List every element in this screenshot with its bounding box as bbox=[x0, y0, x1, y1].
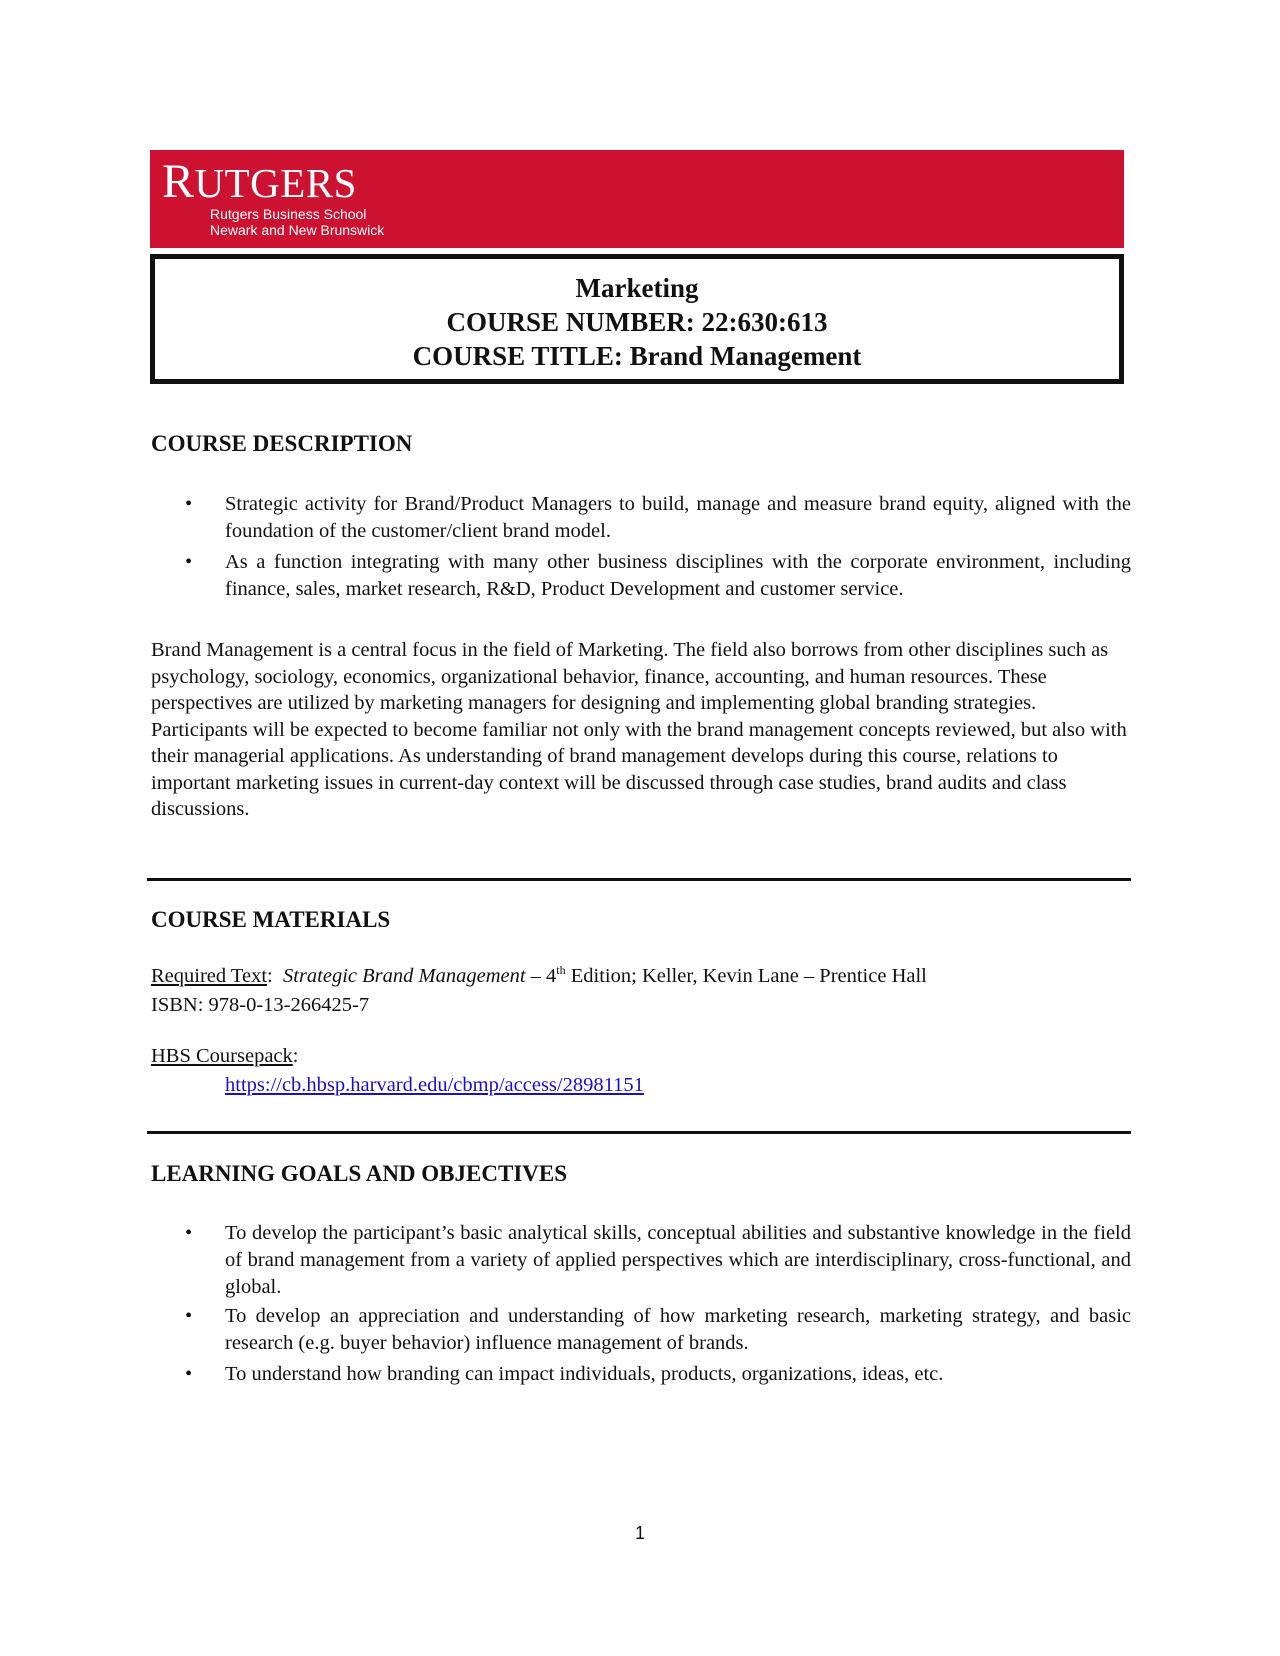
learning-goals-heading: LEARNING GOALS AND OBJECTIVES bbox=[151, 1161, 568, 1186]
section-divider bbox=[147, 1131, 1131, 1134]
list-item bbox=[151, 549, 1131, 603]
bullet-text: Strategic activity for Brand/Product Managers to build, manage and measure brand equity, aligned with the foundation of the customer/client brand model. bbox=[225, 493, 1131, 542]
required-text-line bbox=[151, 963, 927, 989]
bullet-icon: • bbox=[185, 1222, 193, 1244]
list-item bbox=[151, 491, 1131, 545]
page-number: 1 bbox=[634, 1523, 645, 1543]
course-materials-heading: COURSE MATERIALS bbox=[151, 907, 391, 932]
edition-superscript: th bbox=[556, 963, 566, 978]
course-description-heading: COURSE DESCRIPTION bbox=[151, 431, 413, 456]
edition-rest: Edition; Keller, Kevin Lane – Prentice Hall bbox=[565, 965, 927, 987]
isbn-line: ISBN: 978-0-13-266425-7 bbox=[151, 994, 370, 1016]
required-text-label: Required Text bbox=[151, 965, 268, 987]
learning-goals-bullet-list bbox=[151, 1220, 1131, 1388]
list-item bbox=[151, 1361, 1131, 1388]
bullet-text: As a function integrating with many other business disciplines with the corporate environment, including finance, sales, market research, R&D, Product Development and customer service. bbox=[225, 551, 1131, 600]
edition-dash: – 4 bbox=[525, 965, 557, 987]
list-item bbox=[151, 1220, 1131, 1301]
coursepack-line bbox=[151, 1043, 298, 1069]
bullet-text: To develop the participant’s basic analytical skills, conceptual abilities and substantive knowledge in the field of brand management from a variety of applied perspectives which are interdisciplinary, cross-functional, and global. bbox=[225, 1222, 1131, 1298]
description-bullet-list bbox=[151, 491, 1131, 603]
school-line-2: Newark and New Brunswick bbox=[210, 222, 385, 238]
course-title-box bbox=[150, 254, 1124, 384]
bullet-icon: • bbox=[185, 551, 193, 573]
bullet-text: To understand how branding can impact individuals, products, organizations, ideas, etc. bbox=[225, 1363, 944, 1385]
coursepack-link[interactable]: https://cb.hbsp.harvard.edu/cbmp/access/28981151 bbox=[225, 1074, 644, 1096]
section-divider bbox=[147, 878, 1131, 881]
school-name bbox=[210, 206, 384, 238]
bullet-icon: • bbox=[185, 1363, 193, 1385]
coursepack-colon: : bbox=[292, 1045, 299, 1067]
book-title: Strategic Brand Management bbox=[283, 965, 526, 987]
coursepack-link-line bbox=[225, 1072, 644, 1098]
coursepack-label: HBS Coursepack bbox=[151, 1045, 293, 1067]
school-line-1: Rutgers Business School bbox=[210, 206, 367, 222]
bullet-icon: • bbox=[185, 1305, 193, 1327]
required-text-sep: : bbox=[267, 965, 283, 987]
department-title: Marketing bbox=[575, 273, 699, 303]
logo-big-letter: R bbox=[162, 155, 195, 208]
course-number: COURSE NUMBER: 22:630:613 bbox=[446, 307, 828, 337]
logo-rest: UTGERS bbox=[194, 160, 357, 206]
list-item bbox=[151, 1303, 1131, 1357]
course-title: COURSE TITLE: Brand Management bbox=[412, 341, 862, 371]
description-paragraph: Brand Management is a central focus in the field of Marketing. The field also borrows from other disciplines such as psychology, sociology, economics, organizational behavior, finance, accounting, and human resources. These perspectives are utilized by marketing managers for designing and implementing global branding strategies. Participants will be expected to become familiar not only with the brand management concepts reviewed, but also with their managerial applications. As understanding of brand management develops during this course, relations to important marketing issues in current-day context will be discussed through case studies, brand audits and class discussions. bbox=[151, 639, 1127, 820]
bullet-text: To develop an appreciation and understanding of how marketing research, marketing strategy, and basic research (e.g. buyer behavior) influence management of brands. bbox=[225, 1305, 1131, 1354]
rutgers-banner bbox=[150, 150, 1124, 248]
rutgers-logo bbox=[162, 155, 357, 208]
bullet-icon: • bbox=[185, 493, 193, 515]
